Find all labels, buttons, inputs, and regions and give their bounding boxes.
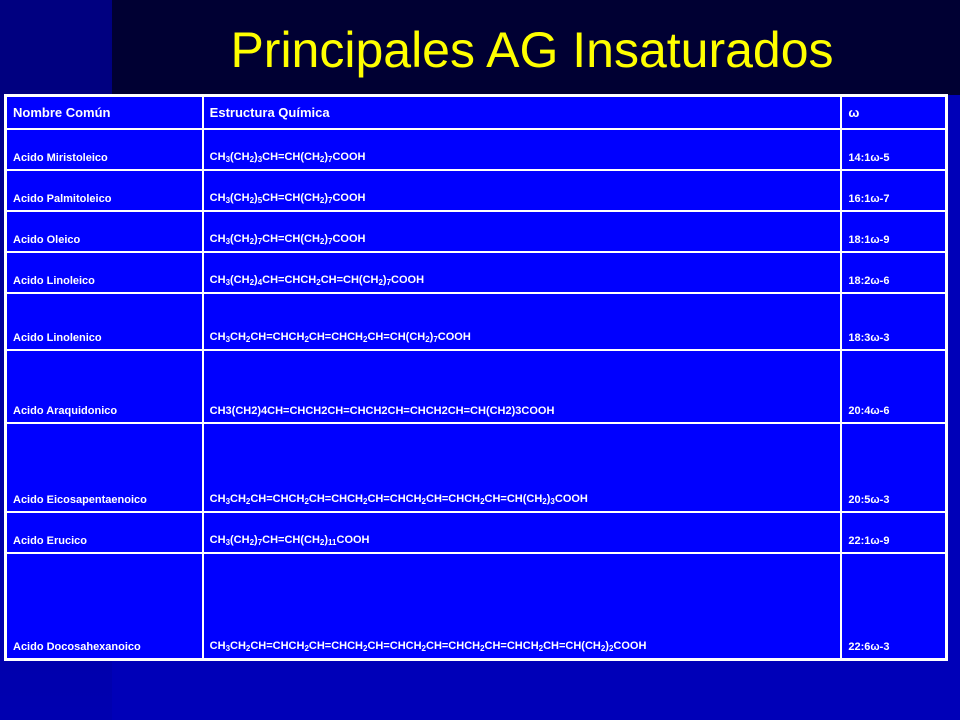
omega-classification: 22:1ω-9: [841, 512, 946, 553]
title-band-accent: [0, 0, 112, 95]
table-row: [6, 129, 946, 170]
acid-name: Acido Oleico: [6, 211, 203, 252]
chemical-formula: $CH_3(CH_2)_7CH=CH(CH_2)_7COOH$: [203, 211, 842, 252]
table-header-row: [6, 96, 946, 129]
omega-classification: 18:2ω-6: [841, 252, 946, 293]
omega-classification: 22:6ω-3: [841, 553, 946, 659]
acid-name: Acido Miristoleico: [6, 129, 203, 170]
acid-name: Acido Araquidonico: [6, 350, 203, 423]
chemical-formula: $CH_3(CH_2)_4CH=CHCH_2CH=CH(CH_2)_7COOH$: [203, 252, 842, 293]
table-row: [6, 170, 946, 211]
acid-name: Acido Docosahexanoico: [6, 553, 203, 659]
chemical-formula: $CH_3(CH_2)_5CH=CH(CH_2)_7COOH$: [203, 170, 842, 211]
table-row: [6, 211, 946, 252]
acid-name: Acido Erucico: [6, 512, 203, 553]
chemical-formula: $CH_3(CH_2)_7CH=CH(CH_2)_{11}COOH$: [203, 512, 842, 553]
table-row: [6, 553, 946, 659]
table-row: [6, 423, 946, 512]
omega-classification: 20:4ω-6: [841, 350, 946, 423]
acid-name: Acido Linolenico: [6, 293, 203, 350]
chemical-formula: $CH_3(CH_2)_3CH=CH(CH_2)_7COOH$: [203, 129, 842, 170]
chemical-formula: CH3(CH2)4CH=CHCH2CH=CHCH2CH=CHCH2CH=CH(CH2)3COOH: [203, 350, 842, 423]
table-row: [6, 293, 946, 350]
omega-classification: 18:3ω-3: [841, 293, 946, 350]
chemical-formula: $CH_3CH_2CH=CHCH_2CH=CHCH_2CH=CHCH_2CH=CHCH_2CH=CHCH_2CH=CH(CH_2)_2COOH$: [203, 553, 842, 659]
table-row: [6, 512, 946, 553]
table-row: [6, 350, 946, 423]
chemical-formula: $CH_3CH_2CH=CHCH_2CH=CHCH_2CH=CH(CH_2)_7COOH$: [203, 293, 842, 350]
acid-name: Acido Linoleico: [6, 252, 203, 293]
acid-name: Acido Eicosapentaenoico: [6, 423, 203, 512]
header-common-name: Nombre Común: [6, 96, 203, 129]
chemical-formula: $CH_3CH_2CH=CHCH_2CH=CHCH_2CH=CHCH_2CH=CHCH_2CH=CH(CH_2)_3COOH$: [203, 423, 842, 512]
omega-classification: 14:1ω-5: [841, 129, 946, 170]
header-omega: ω: [841, 96, 946, 129]
fatty-acids-table: [4, 94, 948, 661]
omega-classification: 20:5ω-3: [841, 423, 946, 512]
acid-name: Acido Palmitoleico: [6, 170, 203, 211]
omega-classification: 16:1ω-7: [841, 170, 946, 211]
omega-classification: 18:1ω-9: [841, 211, 946, 252]
table-row: [6, 252, 946, 293]
header-chemical-structure: Estructura Química: [203, 96, 842, 129]
slide-title: Principales AG Insaturados: [230, 22, 834, 78]
